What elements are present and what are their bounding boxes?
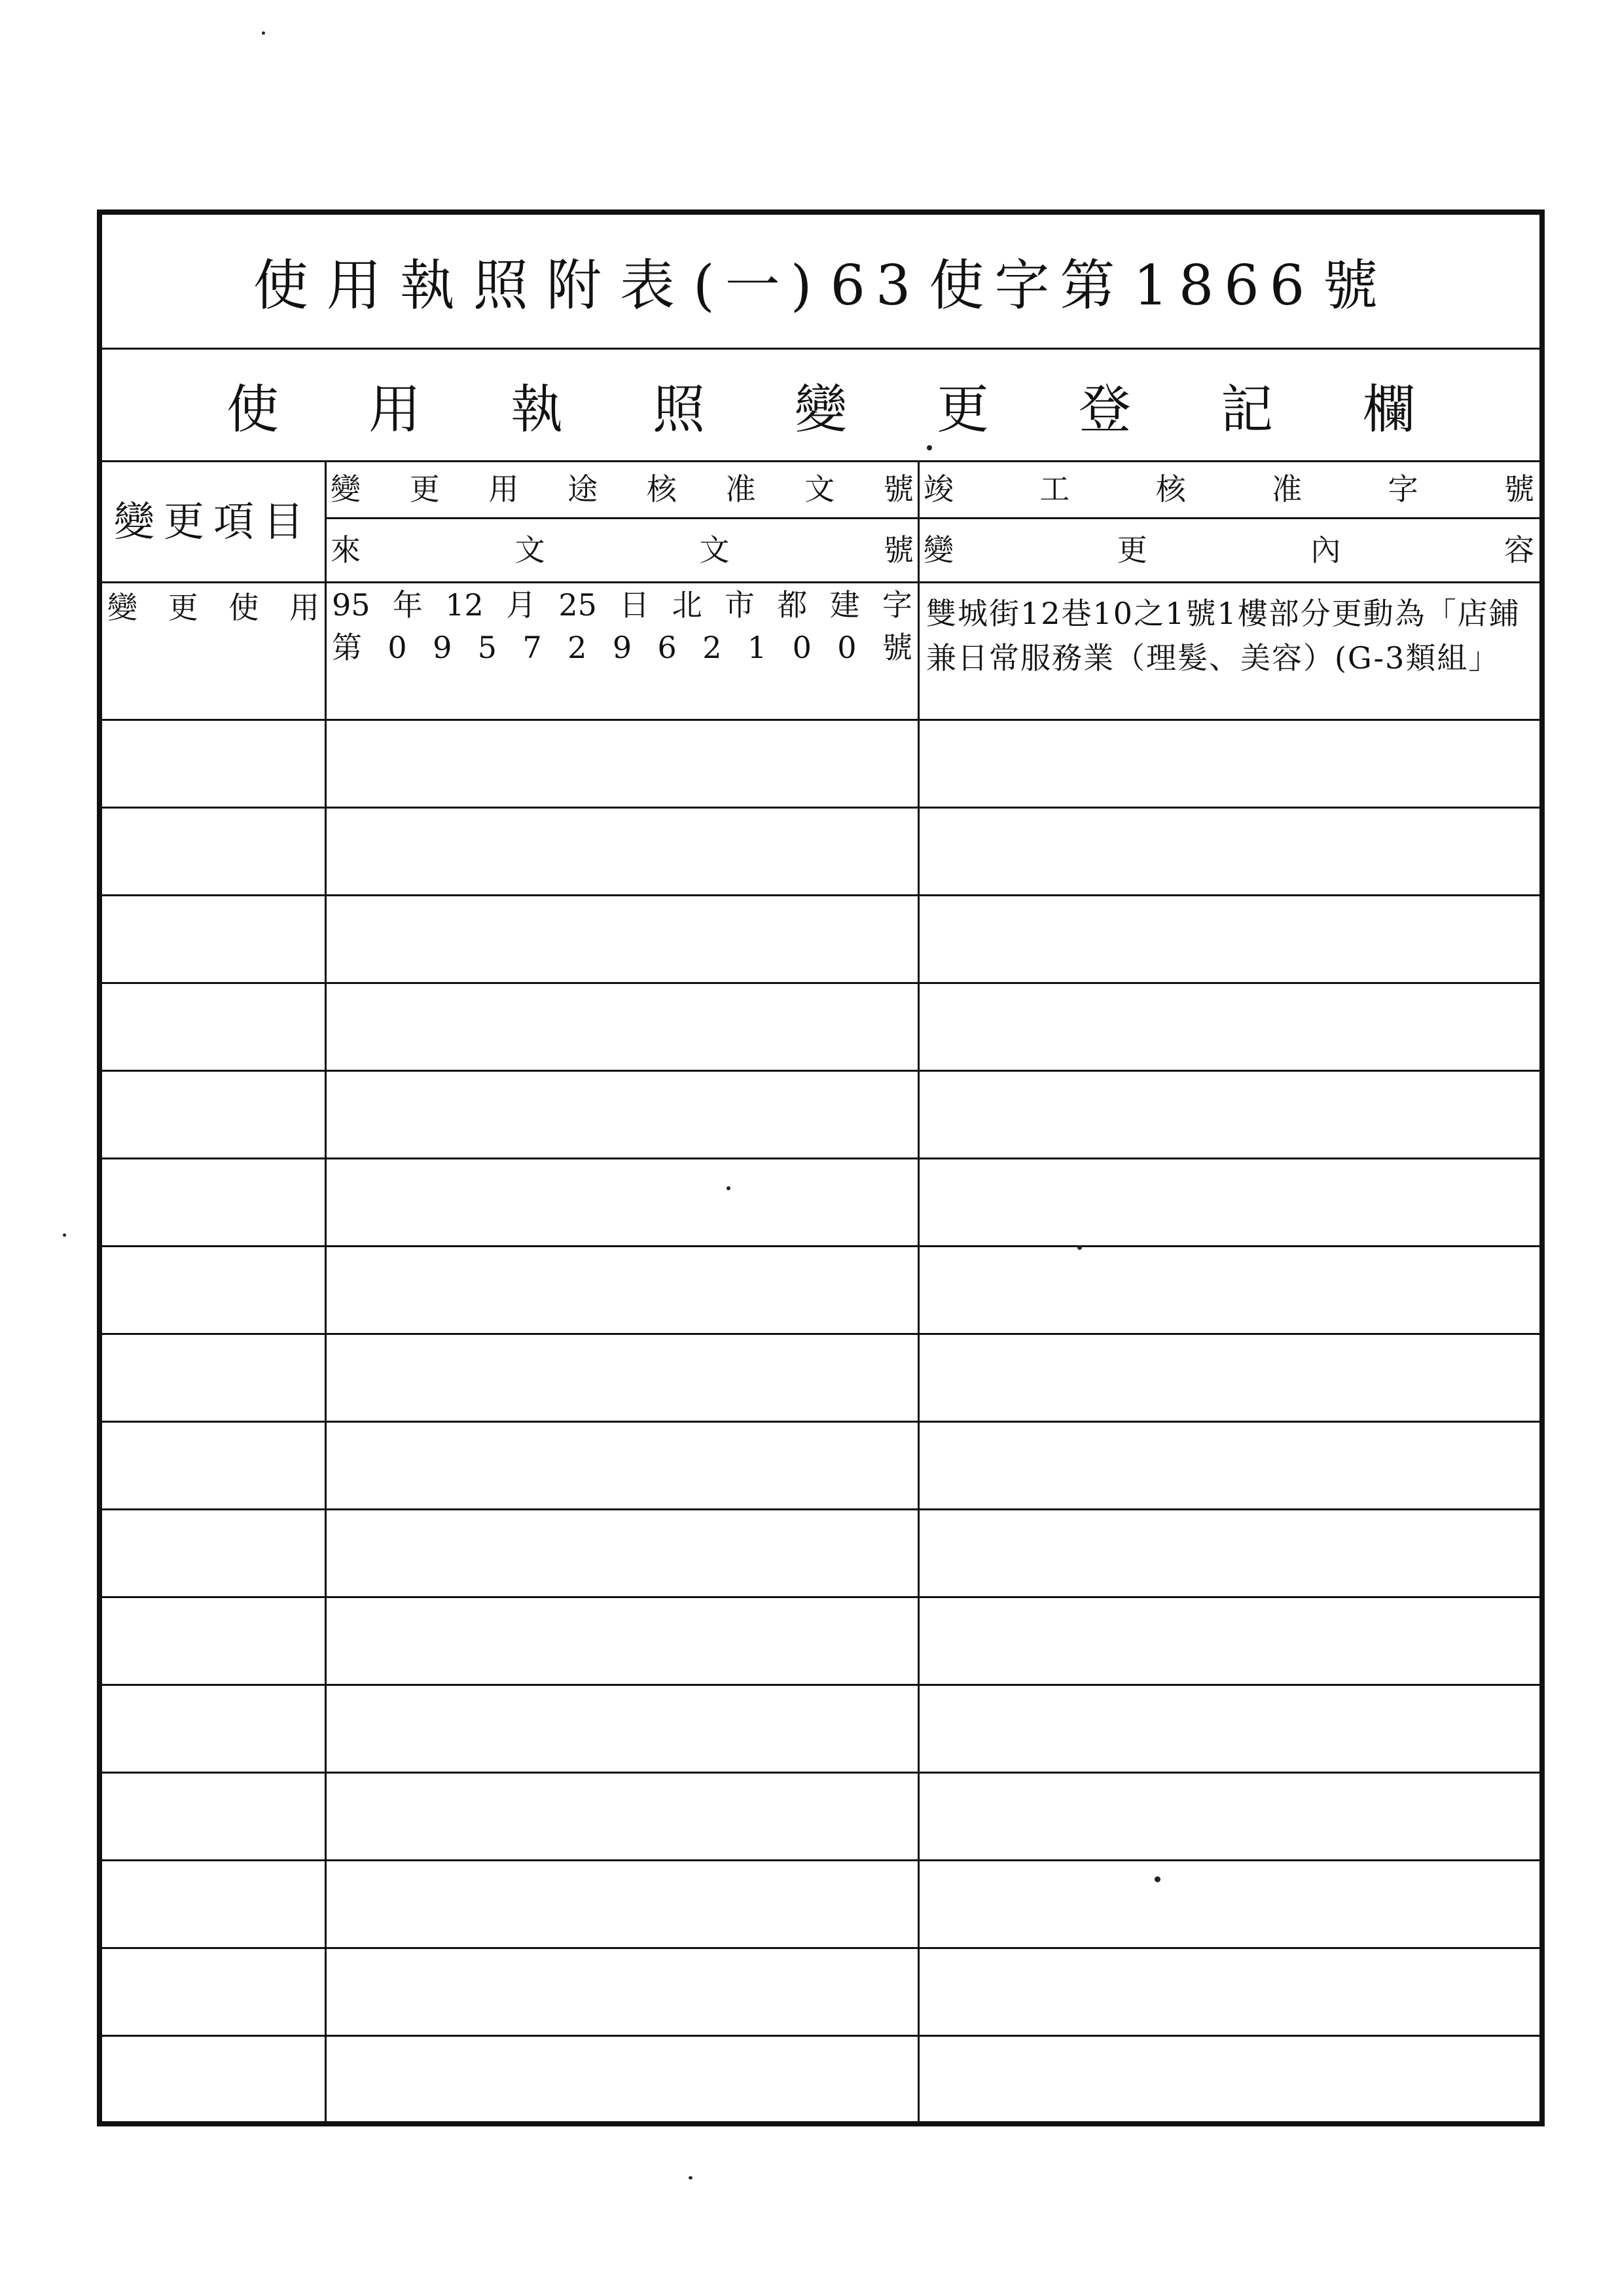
row-line	[102, 719, 1539, 721]
header-char: 內	[1310, 532, 1341, 568]
reference-char: 2	[702, 630, 722, 666]
row-line	[102, 2035, 1539, 2037]
reference-char: 月	[506, 587, 537, 623]
title-word: 用	[326, 253, 392, 318]
scan-speck	[1077, 1245, 1082, 1250]
header-char: 准	[1272, 471, 1303, 507]
scan-speck	[63, 1233, 66, 1237]
header-char: 來	[331, 532, 361, 568]
header-char: 工	[1039, 471, 1070, 507]
header-char: 用	[488, 471, 519, 507]
header-char: 文	[514, 532, 545, 568]
header-char: 核	[1155, 471, 1186, 507]
incoming-document-number-header	[327, 519, 918, 581]
entry-item-char: 用	[289, 590, 319, 625]
entry-change-content: 雙城街12巷10之1號1樓部分更動為「店鋪兼日常服務業（理髮、美容）(G-3類組」	[926, 596, 1520, 676]
reference-char: 年	[392, 587, 423, 623]
title-word: 照	[473, 253, 539, 318]
reference-char: 日	[619, 587, 650, 623]
reference-char: 7	[522, 630, 542, 666]
reference-char: 字	[882, 587, 912, 623]
header-char: 號	[883, 471, 914, 507]
reference-char: 12	[445, 587, 484, 623]
row-line	[102, 807, 1539, 809]
reference-char: 2	[567, 630, 587, 666]
subtitle-char: 使	[226, 379, 279, 440]
entry-item-char: 使	[228, 590, 259, 625]
reference-char: 9	[612, 630, 632, 666]
subtitle-char: 登	[1079, 379, 1131, 440]
section-title	[102, 350, 1539, 462]
reference-char: 5	[477, 630, 497, 666]
entry-approval-reference	[327, 583, 918, 668]
header-char: 變	[331, 471, 361, 507]
reference-char: 號	[882, 630, 912, 666]
reference-char: 95	[332, 587, 370, 623]
row-line	[102, 1070, 1539, 1072]
row-line	[102, 1859, 1539, 1861]
title-word: (一)	[692, 253, 823, 318]
scan-speck	[927, 445, 932, 450]
reference-char: 6	[657, 630, 677, 666]
title-word: 表	[619, 253, 685, 318]
scan-speck	[689, 2176, 692, 2179]
row-line	[102, 982, 1539, 984]
row-line	[102, 1421, 1539, 1423]
subtitle-char: 照	[653, 379, 705, 440]
header-char: 字	[1388, 471, 1418, 507]
reference-char: 北	[672, 587, 702, 623]
header-char: 文	[804, 471, 835, 507]
header-char: 更	[409, 471, 440, 507]
row-line	[102, 1684, 1539, 1686]
subtitle-char: 執	[511, 379, 563, 440]
header-char: 竣	[924, 471, 954, 507]
title-word: 執	[399, 253, 465, 318]
reference-char: 0	[792, 630, 812, 666]
entry-item-char: 更	[168, 590, 198, 625]
header-char: 途	[567, 471, 598, 507]
row-line	[102, 1596, 1539, 1598]
entry-item-char: 變	[107, 590, 137, 625]
entry-change-item	[102, 583, 325, 719]
header-char: 核	[646, 471, 677, 507]
document-title	[102, 215, 1539, 350]
title-word: 63	[830, 253, 922, 318]
reference-char: 9	[433, 630, 452, 666]
title-word: 號	[1323, 253, 1389, 318]
reference-char: 建	[829, 587, 860, 623]
row-line	[102, 894, 1539, 896]
header-char: 容	[1503, 532, 1534, 568]
row-line	[102, 1245, 1539, 1247]
scan-speck	[262, 31, 265, 35]
reference-char: 市	[724, 587, 755, 623]
header-char: 准	[725, 471, 756, 507]
reference-char: 第	[332, 630, 362, 666]
change-content-header	[920, 519, 1538, 581]
subtitle-char: 記	[1221, 379, 1273, 440]
header-char: 文	[699, 532, 730, 568]
permit-table-frame	[97, 210, 1545, 2126]
row-line	[102, 1333, 1539, 1335]
change-item-header: 變更項目	[113, 497, 313, 545]
subtitle-char: 欄	[1363, 379, 1415, 440]
subtitle-char: 用	[369, 379, 421, 440]
title-word: 附	[546, 253, 612, 318]
reference-char: 1	[747, 630, 767, 666]
row-line	[102, 1772, 1539, 1774]
subtitle-char: 更	[937, 379, 989, 440]
title-word: 使字第	[929, 253, 1126, 318]
reference-line-2	[332, 630, 912, 666]
reference-char: 都	[777, 587, 808, 623]
completion-number-header	[920, 462, 1538, 517]
reference-char: 0	[387, 630, 407, 666]
document-title-text	[249, 242, 1392, 321]
row-line	[102, 1157, 1539, 1159]
registration-grid	[102, 462, 1539, 2121]
header-char: 號	[1503, 471, 1534, 507]
subtitle-char: 變	[795, 379, 847, 440]
reference-char: 0	[837, 630, 857, 666]
header-char: 更	[1117, 532, 1147, 568]
reference-line-1	[332, 587, 912, 623]
reference-char: 25	[558, 587, 597, 623]
scan-speck	[1155, 1876, 1160, 1882]
row-line	[102, 1947, 1539, 1949]
column-divider-1	[325, 462, 327, 2121]
title-word: 1866	[1133, 253, 1316, 318]
approval-number-header	[327, 462, 918, 517]
title-word: 使	[253, 253, 319, 318]
header-char: 變	[924, 532, 954, 568]
scan-speck	[727, 1186, 730, 1190]
header-char: 號	[883, 532, 914, 568]
row-line	[102, 1508, 1539, 1510]
